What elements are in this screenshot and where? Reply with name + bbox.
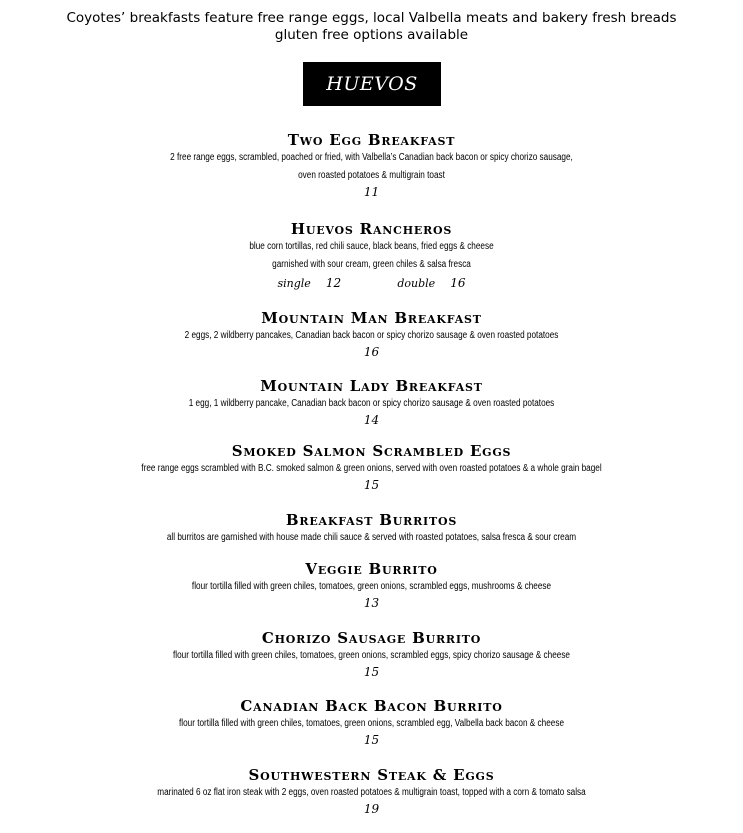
item-description-line-1: blue corn tortillas, red chili sauce, black beans, fried eggs & cheese [249, 241, 494, 252]
item-description: free range eggs scrambled with B.C. smoked salmon & green onions, served with oven roasted potatoes & a whole grain bagel [141, 463, 602, 474]
item-title: Canadian Back Bacon Burrito [240, 697, 503, 715]
item-price: 14 [363, 413, 380, 427]
menu-item [0, 561, 743, 611]
item-price: 16 [363, 345, 380, 359]
double-price: 16 [450, 276, 466, 290]
item-description-line-2: garnished with sour cream, green chiles & salsa fresca [272, 259, 471, 270]
item-title: Huevos Rancheros [290, 220, 453, 238]
menu-item [0, 630, 743, 680]
item-description: 1 egg, 1 wildberry pancake, Canadian back bacon or spicy chorizo sausage & oven roasted potatoes [188, 398, 555, 409]
double-label: double [397, 277, 436, 290]
item-price: 19 [363, 802, 380, 816]
item-title: Chorizo Sausage Burrito [261, 629, 482, 647]
item-title: Mountain Man Breakfast [261, 309, 482, 327]
item-title: Breakfast Burritos [285, 511, 458, 529]
item-title: Smoked Salmon Scrambled Eggs [231, 442, 512, 460]
item-price: 15 [363, 733, 380, 747]
item-price: 13 [363, 596, 380, 610]
single-label: single [277, 277, 311, 290]
item-price: 15 [363, 478, 380, 492]
item-description-line-1: 2 free range eggs, scrambled, poached or fried, with Valbella’s Canadian back bacon or spicy chorizo sausage, [170, 152, 573, 163]
intro-line-2: gluten free options available [274, 27, 469, 43]
menu-item [0, 132, 743, 200]
single-price: 12 [325, 276, 342, 290]
item-size-prices [0, 274, 743, 292]
menu-item [0, 378, 743, 428]
item-price: 15 [363, 665, 380, 679]
item-description: flour tortilla filled with green chiles, tomatoes, green onions, scrambled egg, Valbella back bacon & cheese [178, 718, 565, 729]
item-title: Veggie Burrito [305, 560, 438, 578]
menu-item [0, 443, 743, 493]
menu-item [0, 310, 743, 360]
item-description-line-2: oven roasted potatoes & multigrain toast [298, 170, 445, 181]
item-description: flour tortilla filled with green chiles, tomatoes, green onions, scrambled eggs, mushrooms & cheese [191, 581, 552, 592]
item-description: marinated 6 oz flat iron steak with 2 eggs, oven roasted potatoes & multigrain toast, topped with a corn & tomato salsa [157, 787, 586, 798]
section-heading-huevos: HUEVOS [303, 62, 441, 106]
item-title: Two Egg Breakfast [287, 131, 456, 149]
item-title: Mountain Lady Breakfast [260, 377, 483, 395]
intro-line-1: Coyotes’ breakfasts feature free range eggs, local Valbella meats and bakery fresh breads [66, 10, 677, 26]
menu-intro [0, 10, 743, 44]
item-description: all burritos are garnished with house made chili sauce & served with roasted potatoes, salsa fresca & sour cream [166, 532, 577, 543]
menu-item [0, 221, 743, 292]
item-price: 11 [363, 185, 380, 199]
item-description: flour tortilla filled with green chiles, tomatoes, green onions, scrambled eggs, spicy chorizo sausage & cheese [172, 650, 570, 661]
item-description: 2 eggs, 2 wildberry pancakes, Canadian back bacon or spicy chorizo sausage & oven roasted potatoes [184, 330, 559, 341]
item-title: Southwestern Steak & Eggs [248, 766, 495, 784]
menu-item [0, 698, 743, 748]
menu-item [0, 767, 743, 817]
menu-item [0, 512, 743, 547]
